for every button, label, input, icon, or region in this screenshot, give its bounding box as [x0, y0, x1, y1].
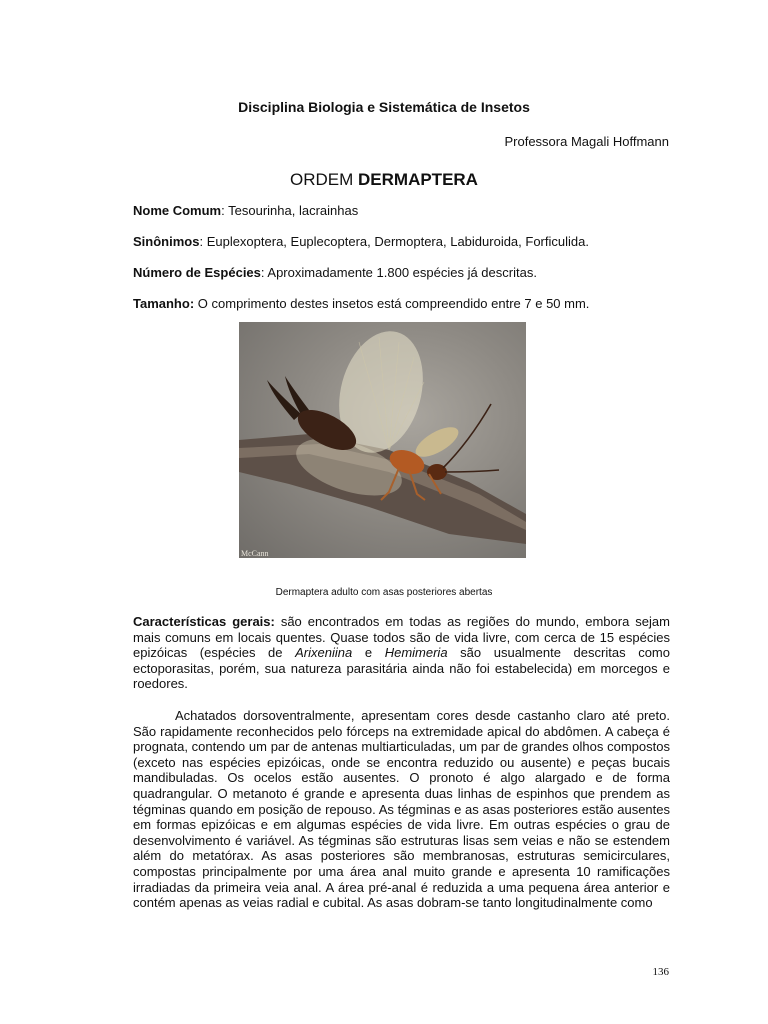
- field-separator: :: [221, 203, 229, 218]
- figure-caption: Dermaptera adulto com asas posteriores abertas: [275, 587, 493, 598]
- earwig-illustration: [239, 322, 526, 558]
- page-number: 136: [652, 966, 669, 978]
- course-title: Disciplina Biologia e Sistemática de Insetos: [238, 99, 530, 115]
- morphology-paragraph: Achatados dorsoventralmente, apresentam cores desde castanho claro até preto. São rapidamente reconhecidos pelo fórceps na extremidade apical do abdômen. A cabeça é prognata, contendo um par de antenas multiarticuladas, um par de grandes olhos compostos (exceto nas espécies epizóicas, onde se encontra reduzido ou ausente) e peças bucais mandibuladas. Os ocelos estão ausentes. O pronoto é algo alargado e de forma quadrangular. O metanoto é grande e apresenta duas linhas de espinhos que prendem as tégminas quando em posição de repouso. As tégminas e as asas posteriores estão ausentes em formas epizóicas e em algumas espécies de vida livre. Em outras espécies o grau de desenvolvimento é variável. As tégminas são estruturas lisas sem veias e não se estendem além do metatórax. As asas posteriores são membranosas, estruturas semicirculares, compostas principalmente por uma área anal muito grande e apresenta 10 ramificações irradiadas da primeira veia anal. A área pré-anal é reduzida a uma pequena área anterior e contém apenas as veias radial e cubital. As asas dobram-se tanto longitudinalmente como: [133, 708, 670, 911]
- professor-name: Professora Magali Hoffmann: [504, 134, 669, 149]
- order-prefix: ORDEM: [290, 170, 359, 189]
- field-value: Aproximadamente 1.800 espécies já descritas.: [267, 265, 537, 280]
- field-value: Tesourinha, lacrainhas: [228, 203, 359, 218]
- antenna-right: [445, 470, 499, 472]
- characteristics-text: são encontrados em todas as regiões do mundo, embora sejam mais comuns em locais quentes. Quase todos são de vida livre, com cerca de 15 espécies epizóicas (espécies de: [133, 614, 670, 661]
- field-species-count: [133, 265, 673, 280]
- field-size: [133, 296, 673, 311]
- field-common-name: [133, 203, 673, 218]
- taxon-name: Arixeniina: [295, 645, 353, 661]
- characteristics-label: Características gerais:: [133, 614, 275, 629]
- characteristics-text: e: [352, 645, 385, 661]
- taxon-name: Hemimeria: [384, 645, 448, 661]
- field-separator: :: [260, 265, 268, 280]
- field-label: Nome Comum: [133, 203, 222, 218]
- earwig-photo: [239, 322, 526, 558]
- photo-credit: McCann: [241, 549, 269, 558]
- field-synonyms: [133, 234, 673, 249]
- field-separator: :: [199, 234, 207, 249]
- order-title: [0, 170, 768, 190]
- field-value: O comprimento destes insetos está compreendido entre 7 e 50 mm.: [197, 296, 590, 311]
- field-label: Sinônimos: [133, 234, 200, 249]
- field-label: Tamanho:: [133, 296, 195, 311]
- field-value: Euplexoptera, Euplecoptera, Dermoptera, Labiduroida, Forficulida.: [206, 234, 589, 249]
- field-label: Número de Espécies: [133, 265, 261, 280]
- characteristics-paragraph: [133, 614, 670, 692]
- order-name: DERMAPTERA: [358, 170, 478, 189]
- characteristics-text: são usualmente descritas como ectoporasitas, porém, sua natureza parasitária ainda não foi estabelecida) em morcegos e roedores.: [133, 645, 670, 692]
